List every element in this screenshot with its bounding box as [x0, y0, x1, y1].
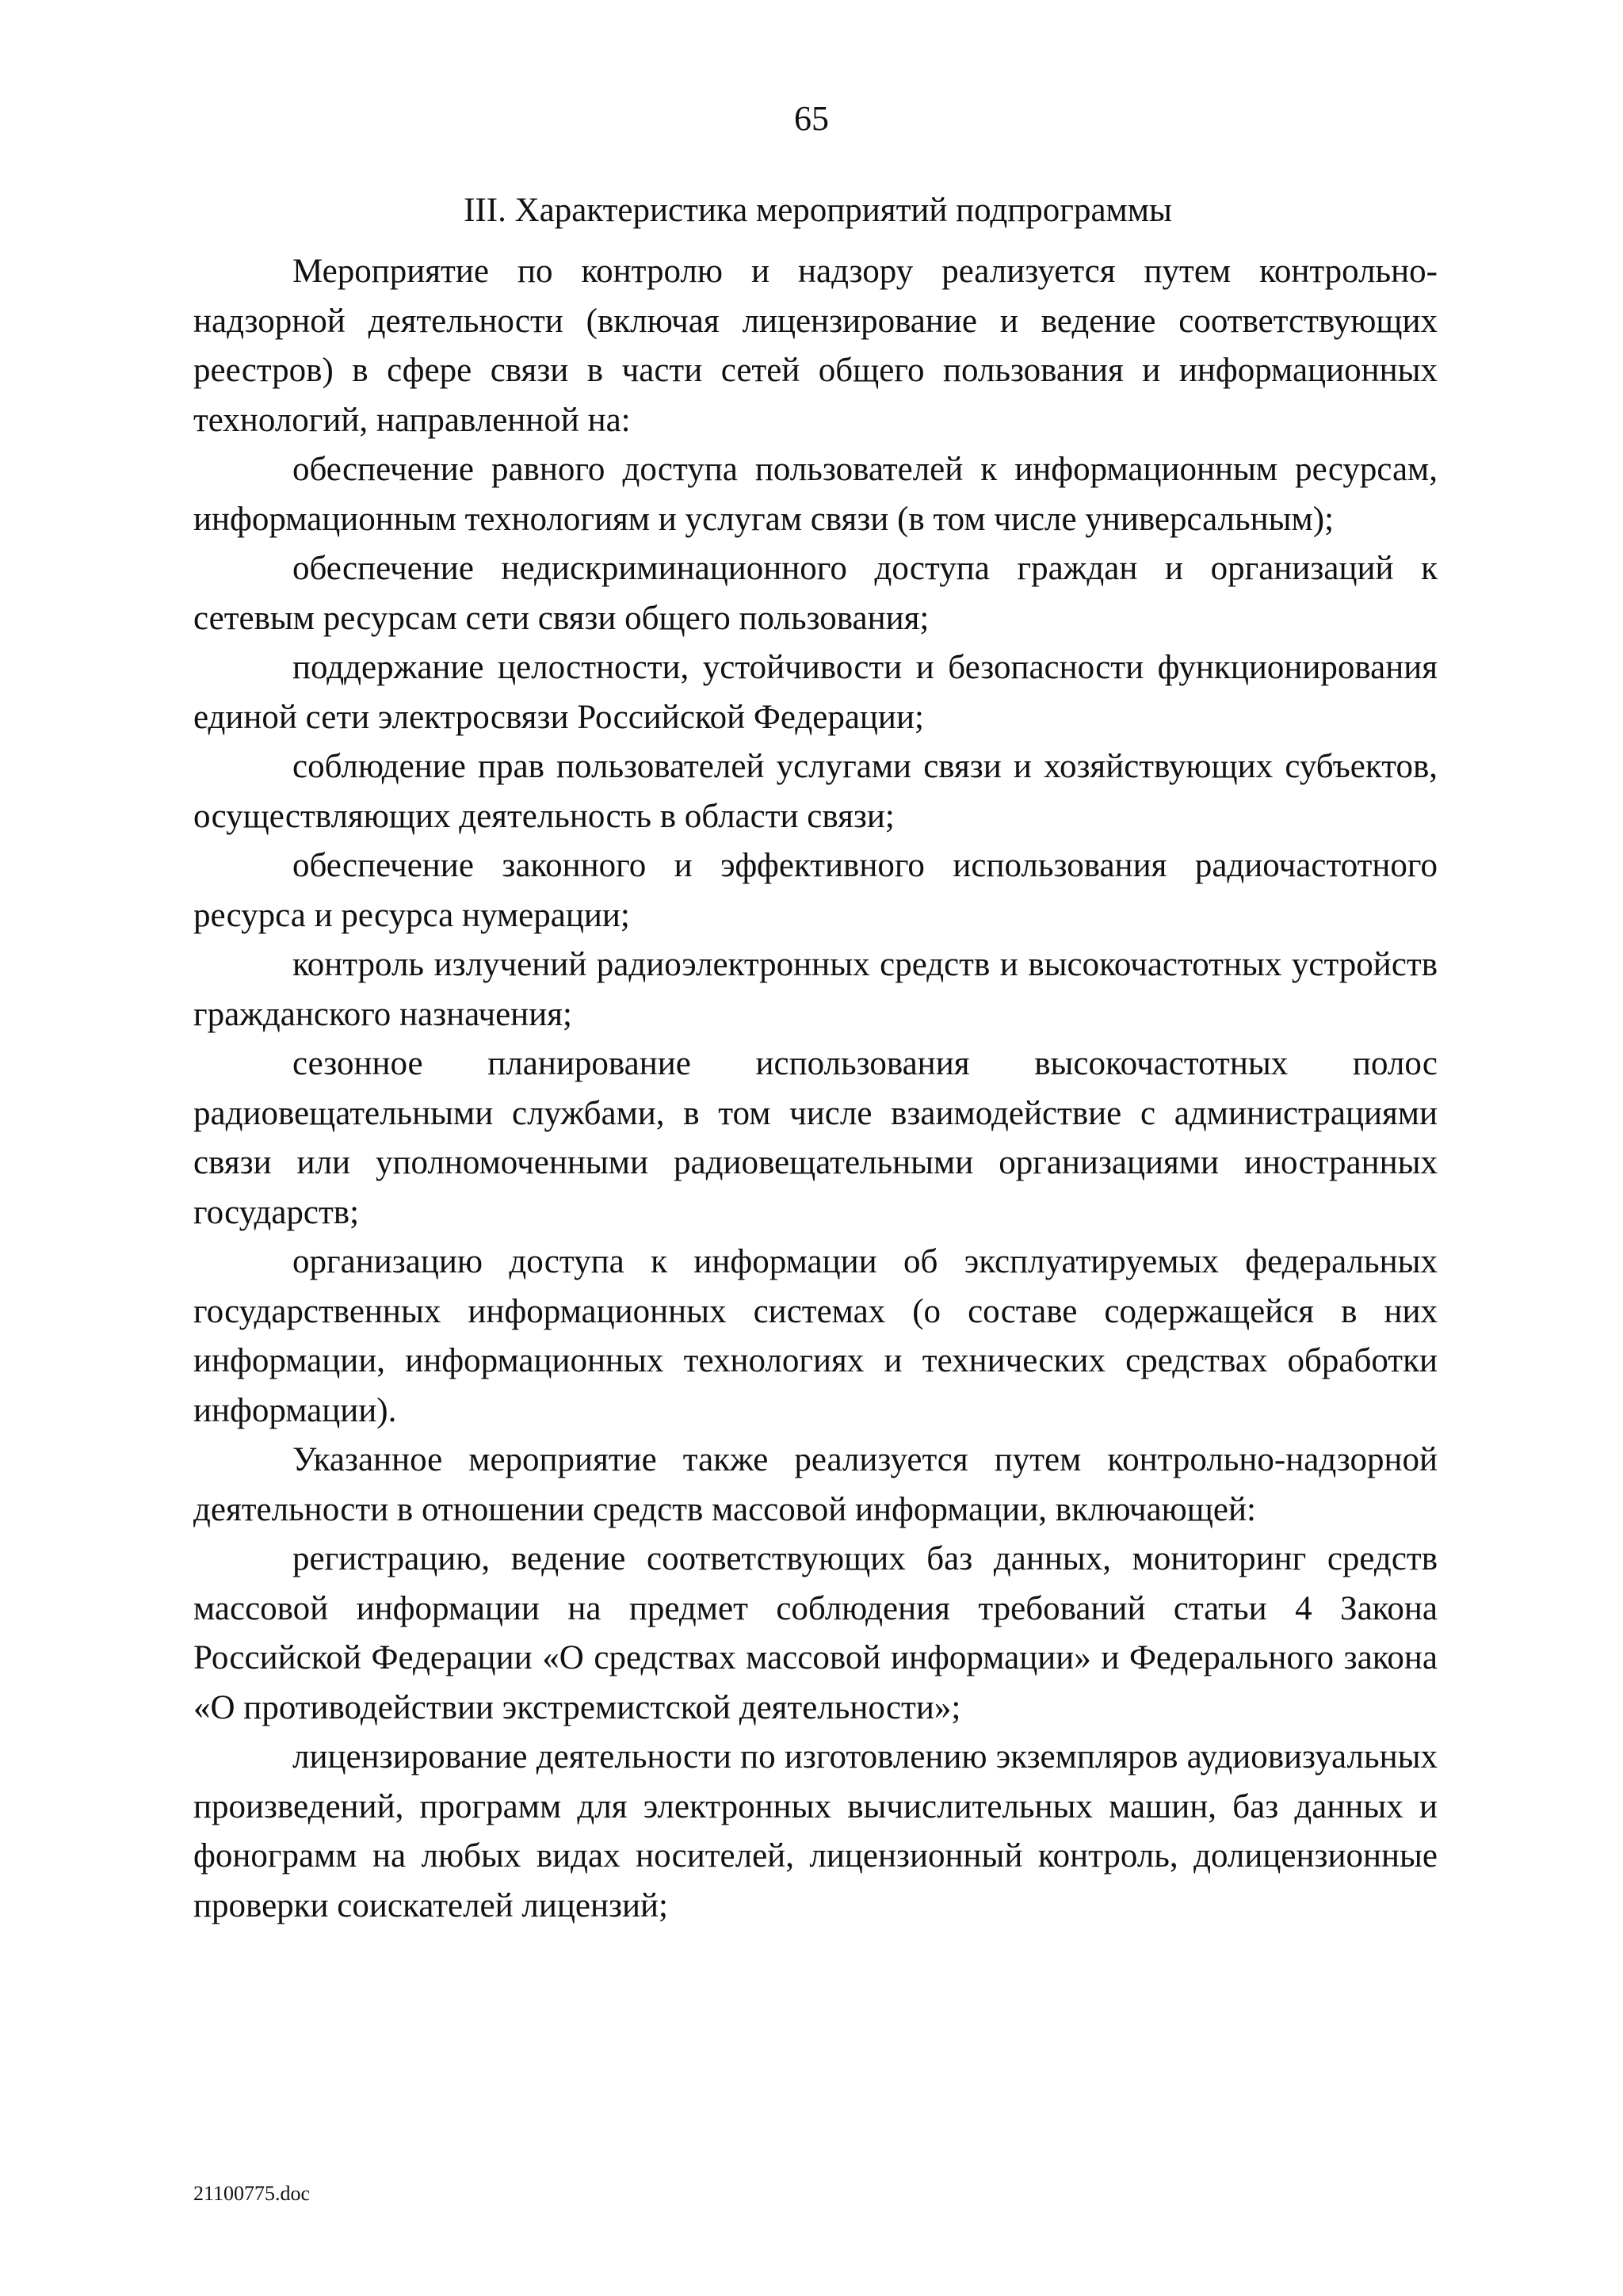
paragraph-seasonal-planning: сезонное планирование использования высокочастотных полос радиовещательными службами, в том числе взаимодействие с администрациями связи или уполномоченными радиовещательными организациями иностранных государств; [193, 1045, 1438, 1231]
paragraph-user-rights: соблюдение прав пользователей услугами связи и хозяйствующих субъектов, осуществляющих деятельность в области связи; [193, 748, 1438, 835]
paragraph-mass-media: Указанное мероприятие также реализуется путем контрольно-надзорной деятельности в отношении средств массовой информации, включающей: [193, 1441, 1438, 1528]
paragraph-equal-access: обеспечение равного доступа пользователей к информационным ресурсам, информационным технологиям и услугам связи (в том числе универсальным); [193, 451, 1438, 538]
paragraph-network-integrity: поддержание целостности, устойчивости и безопасности функционирования единой сети электросвязи Российской Федерации; [193, 649, 1438, 736]
paragraph-emission-control: контроль излучений радиоэлектронных средств и высокочастотных устройств гражданского назначения; [193, 946, 1438, 1033]
footer-document-id: 21100775.doc [193, 2182, 311, 2205]
paragraph-radio-frequency: обеспечение законного и эффективного использования радиочастотного ресурса и ресурса нумерации; [193, 847, 1438, 934]
paragraph-intro: Мероприятие по контролю и надзору реализуется путем контрольно-надзорной деятельности (включая лицензирование и ведение соответствующих реестров) в сфере связи в части сетей общего пользования и информационных технологий, направленной на: [193, 253, 1438, 439]
paragraph-registration: регистрацию, ведение соответствующих баз данных, мониторинг средств массовой информации на предмет соблюдения требований статьи 4 Закона Российской Федерации «О средствах массовой информации» и Федерального закона «О противодействии экстремистской деятельности»; [193, 1540, 1438, 1726]
paragraph-licensing: лицензирование деятельности по изготовлению экземпляров аудиовизуальных произведений, программ для электронных вычислительных машин, баз данных и фонограмм на любых видах носителей, лицензионный контроль, долицензионные проверки соискателей лицензий; [193, 1738, 1438, 1924]
paragraph-information-access: организацию доступа к информации об эксплуатируемых федеральных государственных информационных системах (о составе содержащейся в них информации, информационных технологиях и технических средствах обработки информации). [193, 1243, 1438, 1429]
page-number: 65 [794, 99, 829, 138]
paragraph-nondiscrimination: обеспечение недискриминационного доступа граждан и организаций к сетевым ресурсам сети связи общего пользования; [193, 550, 1438, 637]
section-title: III. Характеристика мероприятий подпрограммы [464, 192, 1172, 229]
document-body [193, 247, 1438, 1931]
